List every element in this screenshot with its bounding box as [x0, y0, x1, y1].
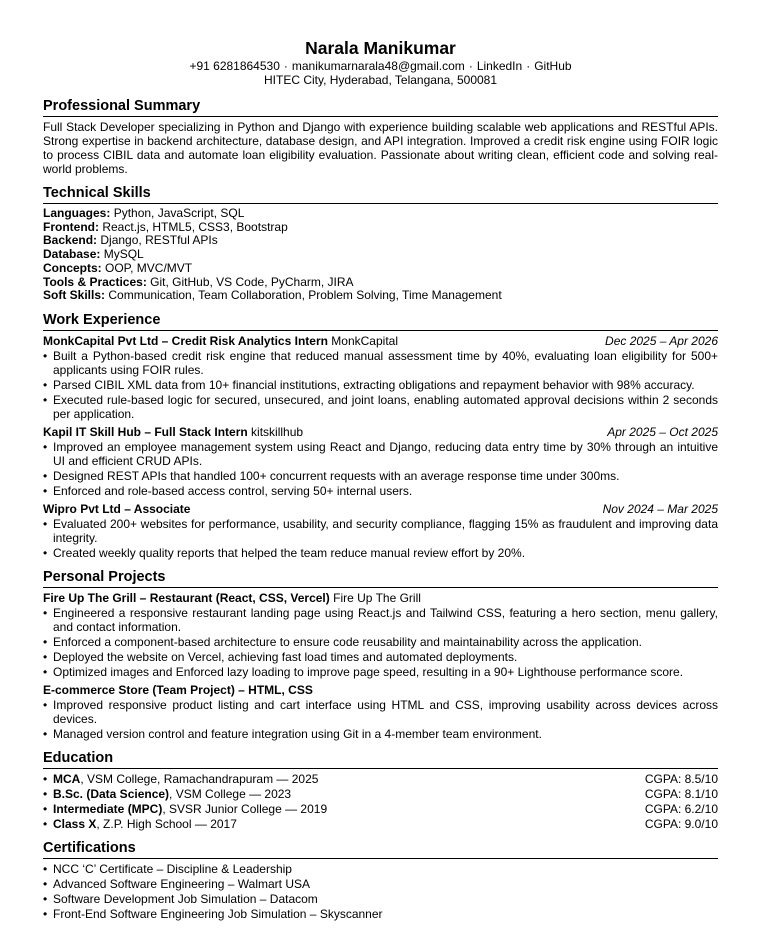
education-list	[43, 772, 718, 831]
list-item: • Engineered a responsive restaurant landing page using React.js and Tailwind CSS, featuring a hero section, menu gallery, and contact information.	[43, 606, 718, 634]
institution: , VSM College, Ramachandrapuram — 2025	[80, 771, 319, 786]
skill-value: Python, JavaScript, SQL	[113, 206, 245, 220]
experience-section	[43, 312, 718, 560]
skill-label: Languages:	[43, 206, 111, 220]
candidate-name: Narala Manikumar	[305, 38, 456, 58]
education-section	[43, 750, 718, 831]
degree: Class X	[53, 816, 97, 831]
project-header	[43, 591, 718, 605]
list-item: • Parsed CIBIL XML data from 10+ financial institutions, extracting obligations and repayment behavior with 98% accuracy.	[43, 378, 718, 392]
skill-value: Django, RESTful APIs	[100, 233, 218, 248]
location: HITEC City, Hyderabad, Telangana, 500081	[263, 73, 498, 87]
job-role: MonkCapital Pvt Ltd – Credit Risk Analytics Intern	[43, 333, 328, 348]
job-title-line	[43, 334, 398, 348]
list-item: • Improved an employee management system using React and Django, reducing data entry time by 30% through an intuitive UI and efficient CRUD APIs.	[43, 440, 718, 468]
skill-row	[43, 289, 718, 303]
job-dates: Apr 2025 – Oct 2025	[607, 424, 718, 439]
job-bullets	[43, 517, 718, 560]
skill-label: Frontend:	[43, 219, 99, 234]
summary-text: Full Stack Developer specializing in Python and Django with experience building scalable web applications and RESTful APIs. Strong expertise in backend architecture, database design, and API integration. Improved a credit risk engine using FOIR logic to process CIBIL data and automate loan eligibility evaluation. Passionate about writing clean, efficient code and solving real-world problems.	[43, 120, 718, 176]
project-title-line	[43, 683, 313, 697]
skill-value: MySQL	[103, 247, 144, 262]
list-item: • Enforced a component-based architecture to ensure code reusability and maintainability across the application.	[43, 635, 718, 649]
job-dates: Nov 2024 – Mar 2025	[602, 501, 718, 516]
job-header	[43, 334, 718, 348]
score: CGPA: 8.5/10	[644, 771, 718, 786]
project-header	[43, 683, 718, 697]
list-item	[43, 787, 718, 801]
job-bullets	[43, 440, 718, 498]
list-item: • Advanced Software Engineering – Walmart USA	[43, 877, 718, 891]
degree: B.Sc. (Data Science)	[53, 786, 170, 801]
skill-label: Soft Skills:	[43, 288, 106, 303]
github-link[interactable]: GitHub	[534, 59, 572, 73]
education-entry	[53, 802, 327, 816]
education-entry	[53, 772, 318, 786]
summary-section	[43, 98, 718, 176]
project-bullets	[43, 698, 718, 741]
list-item	[43, 772, 718, 786]
project-bullets	[43, 606, 718, 679]
job-bullets	[43, 349, 718, 421]
skills-section	[43, 185, 718, 303]
job-header	[43, 425, 718, 439]
skill-row	[43, 276, 718, 290]
certification-list	[43, 862, 718, 921]
skill-label: Backend:	[43, 233, 98, 248]
email-link[interactable]: manikumarnarala48@gmail.com	[291, 59, 465, 73]
skill-label: Tools & Practices:	[43, 274, 147, 289]
section-title: Technical Skills	[43, 185, 718, 204]
list-item: • Optimized images and Enforced lazy loading to improve page speed, resulting in a 90+ Lighthouse performance score.	[43, 665, 718, 679]
skill-row	[43, 234, 718, 248]
certifications-section	[43, 840, 718, 921]
score: CGPA: 8.1/10	[644, 786, 718, 801]
list-item	[43, 817, 718, 831]
list-item: • Built a Python-based credit risk engine that reduced manual assessment time by 40%, evaluating loan eligibility for 500+ applicants using FOIR rules.	[43, 349, 718, 377]
project-link[interactable]: Fire Up The Grill	[333, 590, 421, 605]
project-name: E-commerce Store (Team Project) – HTML, CSS	[43, 682, 313, 697]
skill-value: React.js, HTML5, CSS3, Bootstrap	[102, 219, 288, 234]
section-title: Certifications	[43, 840, 718, 859]
section-title: Work Experience	[43, 312, 718, 331]
skill-label: Database:	[43, 247, 101, 262]
list-item: • Software Development Job Simulation – Datacom	[43, 892, 718, 906]
institution: , Z.P. High School — 2017	[96, 816, 237, 831]
score: CGPA: 9.0/10	[644, 816, 718, 831]
score: CGPA: 6.2/10	[644, 801, 718, 816]
skill-row	[43, 248, 718, 262]
job-header	[43, 502, 718, 516]
job-role: Kapil IT Skill Hub – Full Stack Intern	[43, 424, 248, 439]
contact-line: +91 6281864530 · manikumarnarala48@gmail.com · LinkedIn · GitHub	[189, 59, 572, 73]
degree: MCA	[53, 771, 81, 786]
list-item: • Improved responsive product listing and cart interface using HTML and CSS, improving usability across devices across devices.	[43, 698, 718, 726]
skill-row	[43, 262, 718, 276]
projects-section	[43, 569, 718, 741]
list-item: • Evaluated 200+ websites for performance, usability, and security compliance, flagging 15% as fraudulent and improving data integrity.	[43, 517, 718, 545]
education-entry	[53, 787, 291, 801]
education-entry	[53, 817, 237, 831]
section-title: Education	[43, 750, 718, 769]
project-title-line	[43, 591, 421, 605]
section-title: Professional Summary	[43, 98, 718, 117]
job-title-line	[43, 425, 303, 439]
company-link[interactable]: MonkCapital	[331, 333, 398, 348]
job-title-line	[43, 502, 190, 516]
degree: Intermediate (MPC)	[53, 801, 163, 816]
skill-row	[43, 221, 718, 235]
job-role: Wipro Pvt Ltd – Associate	[43, 501, 191, 516]
list-item: • Designed REST APIs that handled 100+ concurrent requests with an average response time under 300ms.	[43, 469, 718, 483]
list-item: • Front-End Software Engineering Job Simulation – Skyscanner	[43, 907, 718, 921]
institution: , SVSR Junior College — 2019	[162, 801, 328, 816]
list-item: • Enforced and role-based access control, serving 50+ internal users.	[43, 484, 718, 498]
skill-value: OOP, MVC/MVT	[105, 260, 193, 275]
skill-value: Git, GitHub, VS Code, PyCharm, JIRA	[150, 274, 354, 289]
project-name: Fire Up The Grill – Restaurant (React, CSS, Vercel)	[43, 590, 330, 605]
institution: , VSM College — 2023	[169, 786, 292, 801]
list-item: • Deployed the website on Vercel, achieving fast load times and automated deployments.	[43, 650, 718, 664]
list-item	[43, 802, 718, 816]
section-title: Personal Projects	[43, 569, 718, 588]
skill-value: Communication, Team Collaboration, Problem Solving, Time Management	[108, 288, 502, 303]
job-dates: Dec 2025 – Apr 2026	[605, 333, 718, 348]
list-item: • Created weekly quality reports that helped the team reduce manual review effort by 20%.	[43, 546, 718, 560]
list-item: • Executed rule-based logic for secured, unsecured, and joint loans, enabling automated approval decisions within 2 seconds per application.	[43, 393, 718, 421]
list-item: • Managed version control and feature integration using Git in a 4-member team environment.	[43, 727, 718, 741]
linkedin-link[interactable]: LinkedIn	[476, 59, 523, 73]
phone: +91 6281864530	[189, 59, 280, 73]
company-link[interactable]: kitskillhub	[251, 424, 304, 439]
skill-row	[43, 207, 718, 221]
skill-label: Concepts:	[43, 260, 102, 275]
list-item: • NCC ‘C’ Certificate – Discipline & Leadership	[43, 862, 718, 876]
